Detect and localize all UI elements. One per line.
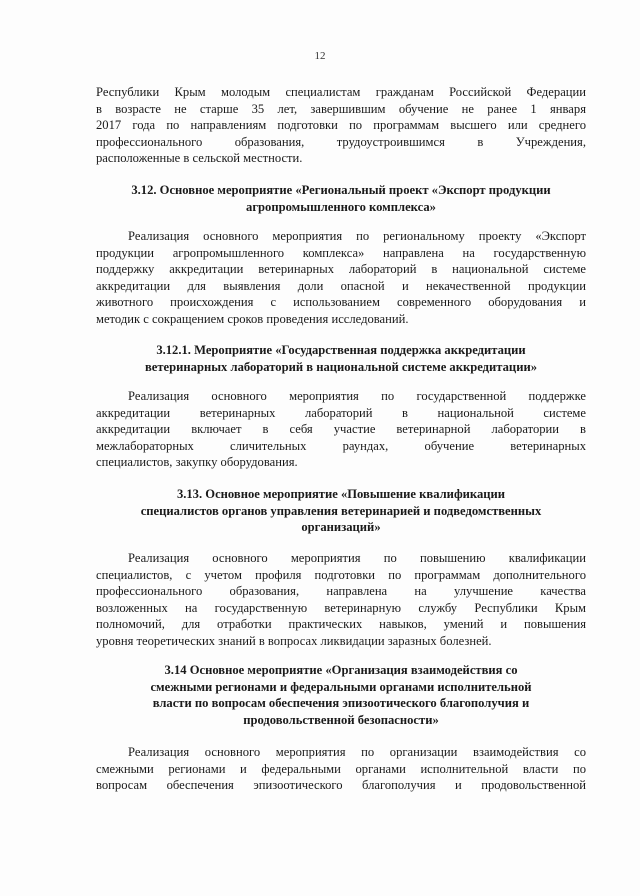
text-line: вопросам обеспечения эпизоотического благополучия и продовольственной <box>96 778 586 793</box>
heading-line: 3.12. Основное мероприятие «Региональный проект «Экспорт продукции <box>131 183 551 197</box>
text-line: 2017 года по направлениям подготовки по программам высшего или среднего <box>96 118 586 133</box>
text-line: специалистов, закупку оборудования. <box>96 455 298 470</box>
text-line: в возрасте не старше 35 лет, завершившим обучение не ранее 1 января <box>96 101 586 116</box>
text-line: Реализация основного мероприятия по государственной поддержке <box>128 389 586 403</box>
heading-line: агропромышленного комплекса» <box>246 199 436 214</box>
text-line: уровня теоретических знаний в вопросах ликвидации заразных болезней. <box>96 633 492 648</box>
heading-line: власти по вопросам обеспечения эпизоотического благополучия и <box>152 696 530 711</box>
intro-paragraph <box>96 84 586 167</box>
paragraph-3-14 <box>96 744 586 794</box>
text-line: расположенные в сельской местности. <box>96 151 303 166</box>
heading-line: 3.12.1. Мероприятие «Государственная поддержка аккредитации <box>156 343 526 357</box>
heading-line: специалистов органов управления ветеринарией и подведомственных <box>140 503 542 518</box>
page-number: 12 <box>314 50 326 62</box>
text-line: Республики Крым молодым специалистам гражданам Российской Федерации <box>96 85 586 99</box>
heading-line: ветеринарных лабораторий в национальной системе аккредитации» <box>144 359 538 374</box>
text-line: поддержку аккредитации ветеринарных лабораторий в национальной системе <box>96 262 586 277</box>
text-line: продукции агропромышленного комплекса» направлена на государственную <box>96 245 586 260</box>
text-line: аккредитации включает в себя участие ветеринарной лаборатории в <box>96 422 586 437</box>
text-line: профессионального образования, направлена на улучшение качества <box>96 584 586 599</box>
heading-line: 3.13. Основное мероприятие «Повышение квалификации <box>176 487 506 501</box>
text-line: аккредитации ветеринарных лабораторий в национальной системе <box>96 405 586 420</box>
heading-line: 3.14 Основное мероприятие «Организация взаимодействия со <box>164 663 518 677</box>
text-line: смежными регионами и федеральными органами исполнительной власти по <box>96 761 586 776</box>
text-line: аккредитации для выявления доли опасной и некачественной продукции <box>96 278 586 293</box>
text-line: специалистов, с учетом профиля подготовки по программам дополнительного <box>96 567 586 582</box>
text-line: межлабораторных сличительных раундах, обучение ветеринарных <box>96 438 586 453</box>
text-line: Реализация основного мероприятия по региональному проекту «Экспорт <box>128 229 586 243</box>
heading-line: продовольственной безопасности» <box>243 712 439 727</box>
text-line: полномочий, для отработки практических навыков, умений и повышения <box>96 617 586 632</box>
text-line: Реализация основного мероприятия по повышению квалификации <box>128 551 586 565</box>
text-line: Реализация основного мероприятия по организации взаимодействия со <box>128 745 586 759</box>
text-line: животного происхождения с использованием современного оборудования и <box>96 295 586 310</box>
text-line: методик с сокращением сроков проведения исследований. <box>96 311 409 326</box>
paragraph-3-12-1 <box>96 388 586 471</box>
text-line: возложенных на государственную ветеринарную службу Республики Крым <box>96 600 586 615</box>
section-heading-3-14 <box>96 662 586 728</box>
section-heading-3-12 <box>96 182 586 215</box>
paragraph-3-12 <box>96 228 586 328</box>
heading-line: смежными регионами и федеральными органами исполнительной <box>150 679 532 694</box>
section-heading-3-12-1 <box>96 342 586 375</box>
section-heading-3-13 <box>96 486 586 536</box>
heading-line: организаций» <box>301 520 381 535</box>
paragraph-3-13 <box>96 550 586 650</box>
text-line: профессионального образования, трудоустроившимся в Учреждения, <box>96 134 586 149</box>
